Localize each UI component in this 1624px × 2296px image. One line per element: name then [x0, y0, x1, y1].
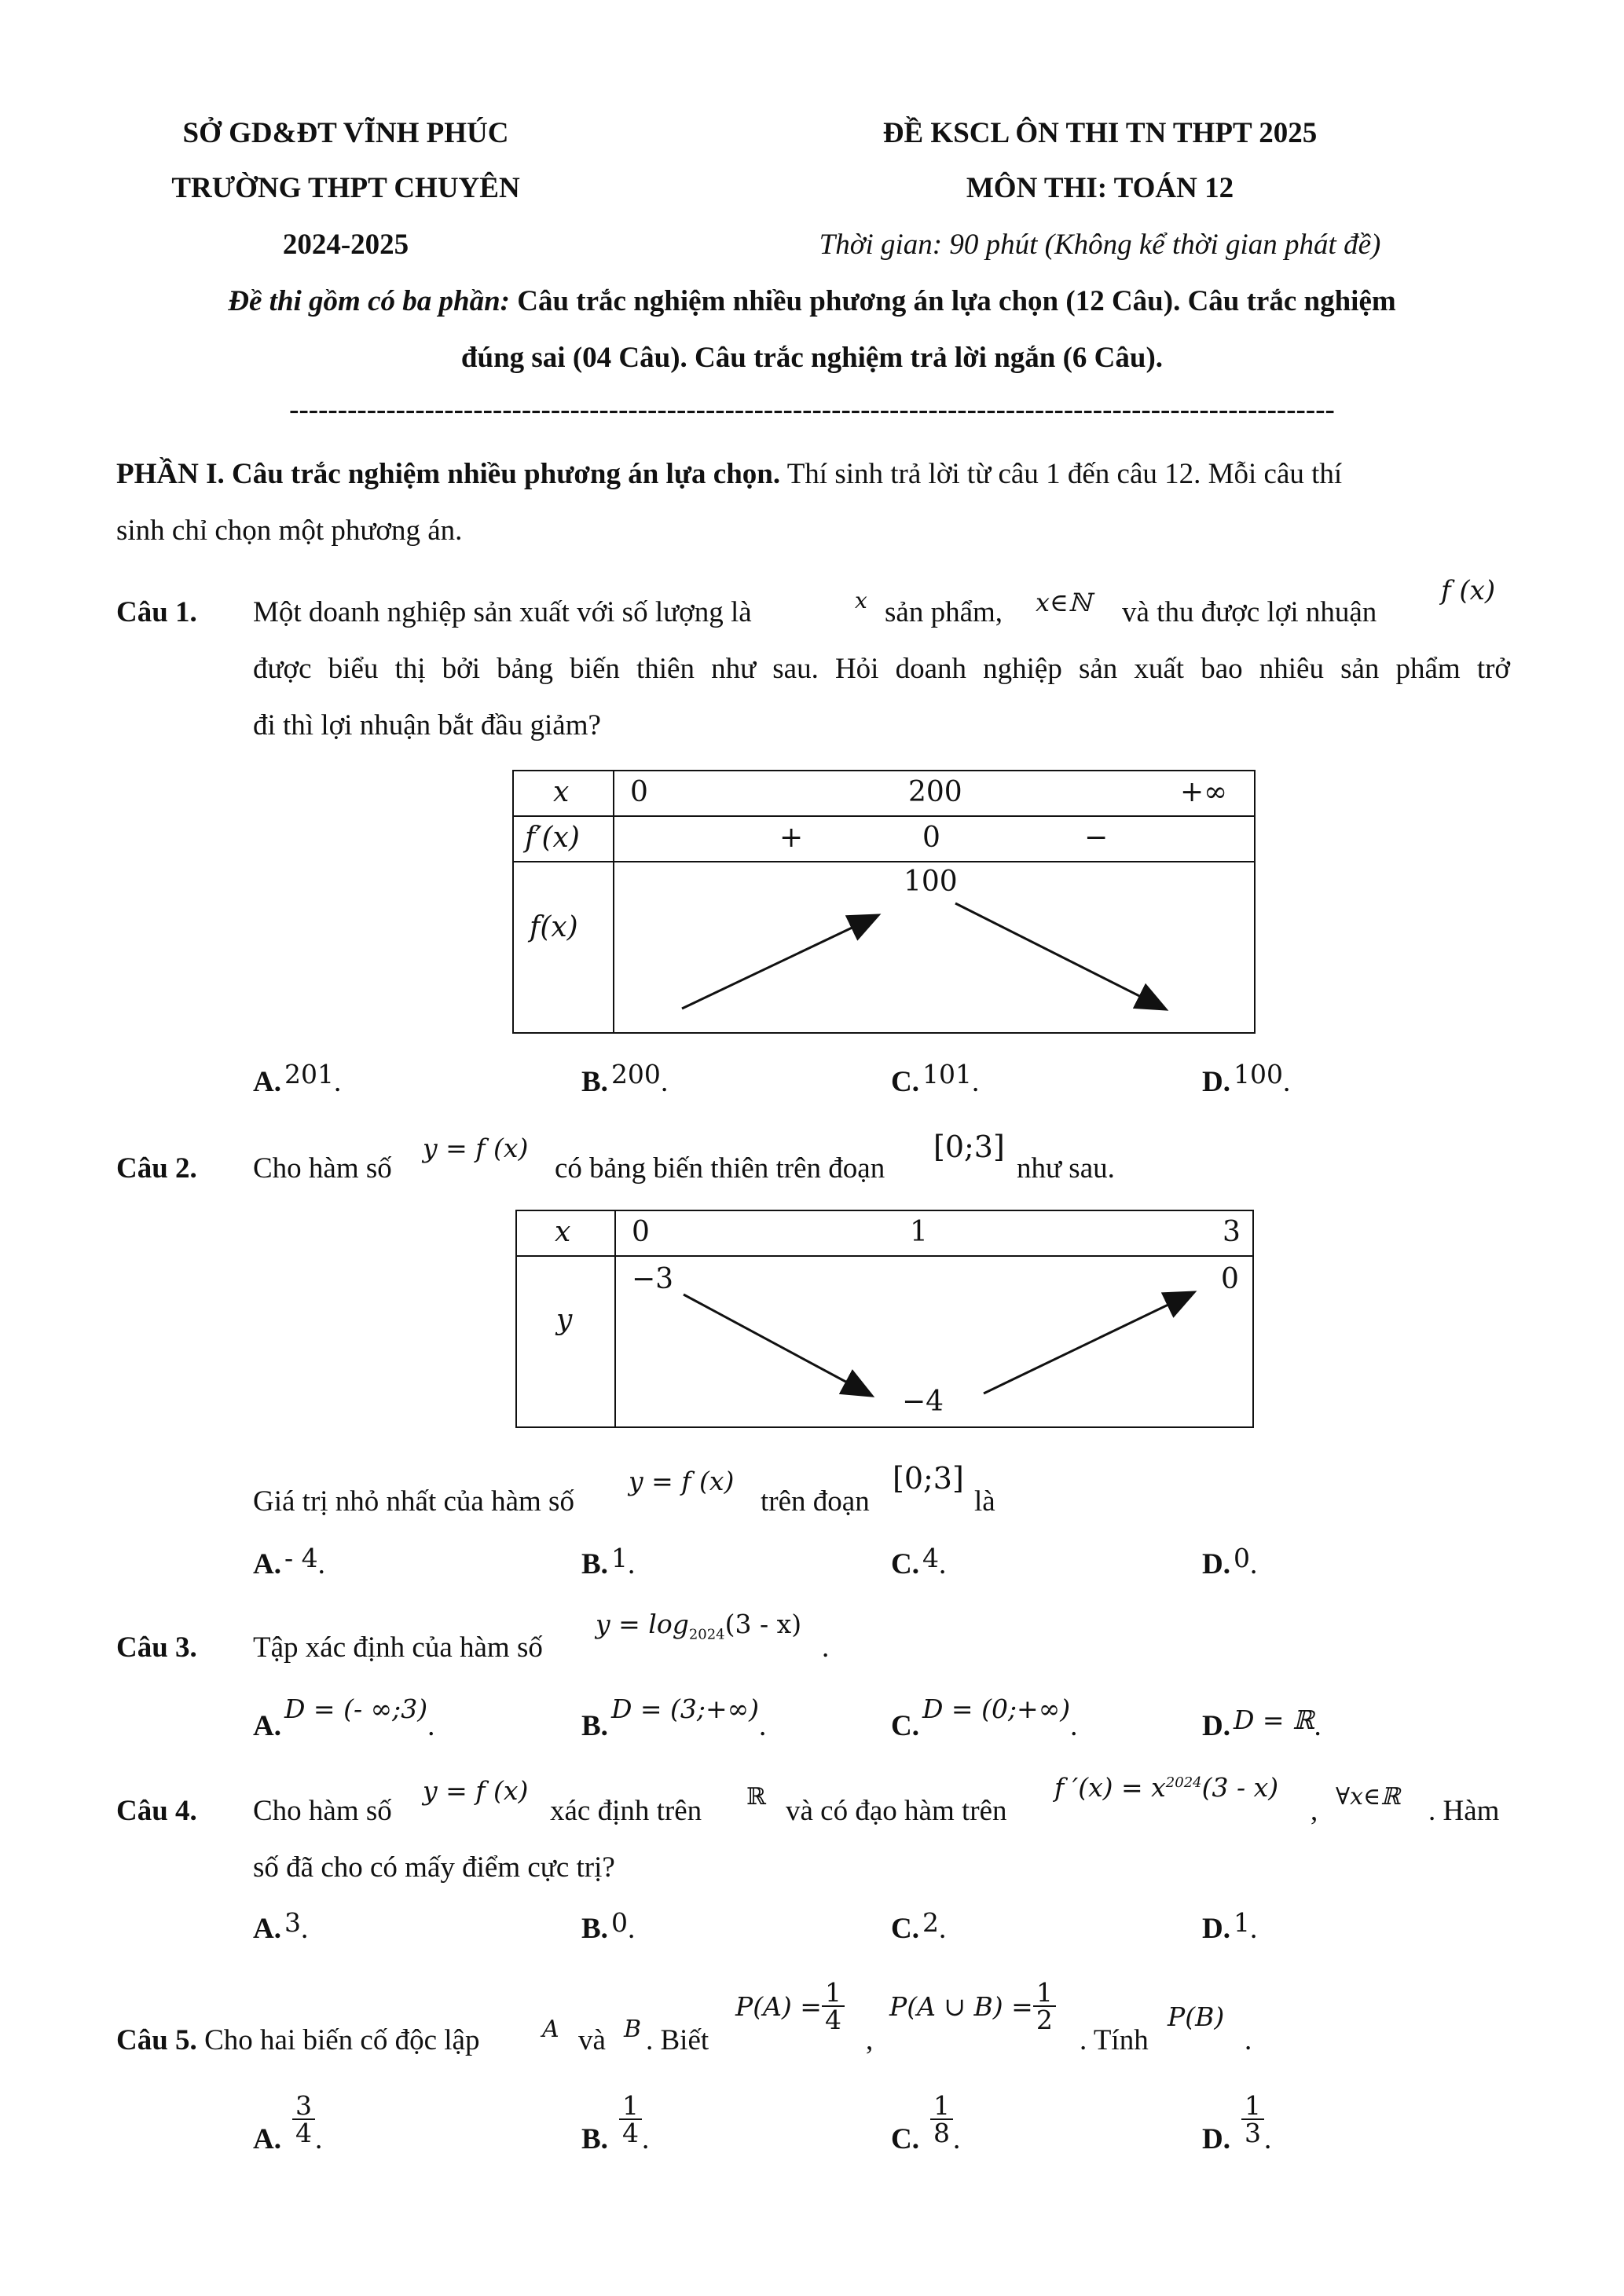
part1-title: [116, 457, 1342, 491]
q5-option-a-den: 4: [295, 2117, 312, 2148]
q2-table-y-end: 0: [1221, 1263, 1239, 1295]
q4-option-a-letter: A.: [253, 1913, 281, 1945]
q1-math-x: x: [855, 588, 867, 613]
q1-option-c-value: 101: [922, 1059, 972, 1089]
exam-intro-italic: Đề thi gồm có ba phần:: [228, 285, 510, 317]
q2-text-a: Cho hàm số: [253, 1152, 392, 1185]
q4-option-c[interactable]: C. 2.: [891, 1907, 947, 1945]
q1-arrow-up: [682, 916, 877, 1009]
q4-text-a: Cho hàm số: [253, 1795, 392, 1827]
q2-sub-math-y: y = f (x): [629, 1466, 735, 1496]
exam-intro-line1: [0, 284, 1624, 318]
part1-title-rest: Thí sinh trả lời từ câu 1 đến câu 12. Mỗi câu thí: [780, 458, 1343, 490]
q2-variation-table: [515, 1210, 1254, 1428]
q2-table-x-label: x: [555, 1216, 571, 1248]
q4-option-c-value: 2: [922, 1907, 939, 1938]
q2-option-d[interactable]: D. 0.: [1202, 1543, 1258, 1580]
q4-option-b[interactable]: B. 0.: [581, 1907, 636, 1945]
q4-text-b: xác định trên: [550, 1795, 702, 1827]
dash-divider: ------------------------------------------------------------------------------------------------------------: [289, 394, 1335, 426]
q4-math-y: y = f (x): [423, 1775, 529, 1806]
q3-option-b-value: D = (3;+∞): [610, 1694, 760, 1724]
q5-text-and: và: [578, 2024, 606, 2056]
part1-title-bold: PHẦN I. Câu trắc nghiệm nhiều phương án lựa chọn.: [116, 458, 781, 490]
q1-arrow-down: [955, 903, 1164, 1009]
q1-table-x-inf: +∞: [1180, 776, 1228, 808]
q5-option-b-num: 1: [619, 2093, 642, 2120]
q4-comma: ,: [1311, 1795, 1318, 1827]
q2-label: Câu 2.: [116, 1152, 197, 1185]
q3-label: Câu 3.: [116, 1631, 197, 1664]
q4-option-c-letter: C.: [891, 1913, 919, 1945]
q1-text-line3: đi thì lợi nhuận bắt đầu giảm?: [253, 709, 601, 742]
q2-text-c: như sau.: [1017, 1152, 1115, 1185]
q1-text-b: sản phẩm,: [885, 596, 1003, 628]
q1-text-line2: được biểu thị bởi bảng biến thiên như sau. Hỏi doanh nghiệp sản xuất bao nhiêu sản phẩm trở: [253, 653, 1510, 685]
q1-option-b[interactable]: B. 200.: [581, 1059, 669, 1098]
q4-option-d-value: 1: [1233, 1907, 1250, 1938]
q5-option-c-den: 8: [933, 2117, 950, 2148]
q1-option-b-letter: B.: [581, 1066, 608, 1098]
q5-option-b[interactable]: B. $\frac{1}{4}$ .: [581, 2089, 650, 2155]
q5-option-c-letter: C.: [891, 2123, 919, 2155]
q4-option-d-letter: D.: [1202, 1913, 1230, 1945]
q2-text-b: có bảng biến thiên trên đoạn: [555, 1152, 885, 1185]
q2-table-arrows: [517, 1211, 1252, 1426]
q1-option-b-value: 200: [610, 1059, 661, 1089]
q2-arrow-down: [684, 1294, 871, 1395]
q2-option-b-letter: B.: [581, 1548, 608, 1580]
q1-option-c-letter: C.: [891, 1066, 919, 1098]
q5-math-a: A: [542, 2016, 559, 2043]
exam-title: ĐỀ KSCL ÔN THI TN THPT 2025: [882, 117, 1318, 149]
q2-option-c-value: 4: [922, 1543, 939, 1573]
q2-table-y-label: y: [556, 1304, 573, 1336]
q4-math-derivative: [1054, 1772, 1278, 1803]
q3-option-b[interactable]: B. D = (3;+∞).: [581, 1694, 767, 1742]
q2-option-a-letter: A.: [253, 1548, 281, 1580]
q3-option-c-letter: C.: [891, 1710, 919, 1742]
school-department: SỞ GD&ĐT VĨNH PHÚC: [182, 117, 509, 149]
q2-option-c-letter: C.: [891, 1548, 919, 1580]
school-name: TRƯỜNG THPT CHUYÊN: [171, 172, 520, 204]
q5-prob-a-lhs: P(A) =: [735, 1990, 822, 2022]
exam-intro-text: Câu trắc nghiệm nhiều phương án lựa chọn (12 Câu). Câu trắc nghiệm: [509, 285, 1396, 317]
exam-duration: Thời gian: 90 phút (Không kể thời gian phát đề): [819, 229, 1381, 261]
q5-prob-a-frac: [822, 1979, 845, 2033]
q4-option-d[interactable]: D. 1.: [1202, 1907, 1258, 1945]
q2-option-b-value: 1: [610, 1543, 628, 1573]
q5-text-b: . Biết: [646, 2024, 709, 2056]
q3-option-a-value: D = (- ∞;3): [284, 1694, 428, 1724]
q3-period: .: [822, 1631, 830, 1664]
q3-option-b-letter: B.: [581, 1710, 608, 1742]
q2-sub-math-interval: [0;3]: [893, 1461, 964, 1496]
q1-table-x-label: x: [553, 776, 570, 808]
q2-sub-a: Giá trị nhỏ nhất của hàm số: [253, 1485, 574, 1518]
q5-option-b-frac: [619, 2089, 642, 2148]
q1-variation-table: [512, 770, 1256, 1034]
q4-option-b-value: 0: [610, 1907, 628, 1938]
q1-option-a[interactable]: A. 201.: [253, 1059, 342, 1098]
q1-option-d-letter: D.: [1202, 1066, 1230, 1098]
q5-prob-union-lhs: P(A ∪ B) =: [889, 1990, 1033, 2022]
q4-math-r: ℝ: [746, 1783, 766, 1811]
q3-math-sub: 2024: [688, 1626, 725, 1643]
q4-option-a-value: 3: [284, 1907, 301, 1938]
q2-sub-c: là: [974, 1485, 995, 1518]
q2-table-x-3: 3: [1223, 1216, 1241, 1248]
q1-table-f-label: f(x): [530, 911, 578, 943]
q4-math-d1: f ′(x) = x: [1054, 1772, 1166, 1803]
q2-math-y: y = f (x): [423, 1133, 529, 1163]
q3-math-pre: y = log: [596, 1609, 689, 1639]
exam-intro-line2: đúng sai (04 Câu). Câu trắc nghiệm trả lời ngắn (6 Câu).: [460, 342, 1164, 374]
part1-title-line2: sinh chỉ chọn một phương án.: [116, 514, 463, 547]
q5-option-a-num: 3: [292, 2093, 315, 2120]
q5-prob-union-num: 1: [1033, 1979, 1056, 2007]
q5-option-d-den: 3: [1244, 2117, 1261, 2148]
q5-prob-a: [735, 1979, 845, 2033]
school-year: 2024-2025: [282, 229, 409, 261]
q5-option-a[interactable]: A. $\frac{3}{4}$ .: [253, 2089, 323, 2155]
q2-option-a-value: - 4: [284, 1543, 318, 1573]
q5-math-pb: P(B): [1168, 2001, 1225, 2032]
q3-text-a: Tập xác định của hàm số: [253, 1631, 543, 1664]
q2-sub-b: trên đoạn: [761, 1485, 870, 1518]
q5-prob-union-frac: [1033, 1979, 1056, 2033]
q1-table-f-peak: 100: [904, 866, 958, 898]
q5-prob-union-den: 2: [1036, 2005, 1053, 2035]
q3-option-a[interactable]: A. D = (- ∞;3).: [253, 1694, 435, 1742]
q3-math-function: [596, 1609, 801, 1643]
q3-option-d-value: D = ℝ: [1233, 1705, 1314, 1735]
q5-option-c-num: 1: [930, 2093, 953, 2120]
q2-math-interval: [0;3]: [933, 1130, 1005, 1164]
q3-option-c-value: D = (0;+∞): [922, 1694, 1071, 1724]
q3-option-d[interactable]: D. D = ℝ.: [1202, 1705, 1322, 1742]
q1-table-x-0: 0: [630, 776, 648, 808]
q5-line: [116, 2023, 479, 2057]
q1-option-d[interactable]: D. 100.: [1202, 1059, 1291, 1098]
q5-prob-a-num: 1: [822, 1979, 845, 2007]
q5-period: .: [1245, 2024, 1252, 2056]
q1-table-x-200: 200: [908, 776, 962, 808]
q1-option-a-value: 201: [284, 1059, 334, 1089]
q4-math-d2: (3 - x): [1201, 1772, 1279, 1803]
q1-label: Câu 1.: [116, 596, 197, 628]
q4-text-c: và có đạo hàm trên: [786, 1795, 1007, 1827]
q5-option-d-letter: D.: [1202, 2123, 1230, 2155]
q5-comma: ,: [866, 2024, 874, 2056]
q2-table-x-1: 1: [910, 1216, 928, 1248]
q5-option-d[interactable]: D. $\frac{1}{3}$ .: [1202, 2089, 1272, 2155]
q1-math-xn: x∈ℕ: [1036, 588, 1091, 617]
q5-text-a: Cho hai biến cố độc lập: [204, 2024, 480, 2056]
q5-prob-union: [889, 1979, 1056, 2033]
q2-option-a[interactable]: A. - 4.: [253, 1543, 325, 1580]
q2-option-d-letter: D.: [1202, 1548, 1230, 1580]
q5-option-c[interactable]: C. $\frac{1}{8}$ .: [891, 2089, 961, 2155]
q1-option-c[interactable]: C. 101.: [891, 1059, 980, 1098]
q2-arrow-up: [984, 1293, 1193, 1393]
q5-option-d-num: 1: [1241, 2093, 1264, 2120]
q3-math-post: (3 - x): [724, 1609, 802, 1639]
q4-math-forall: ∀x∈ℝ: [1336, 1783, 1401, 1811]
q2-table-y-start: −3: [632, 1263, 674, 1295]
q4-math-sup: 2024: [1165, 1774, 1202, 1791]
q1-table-sign-minus: −: [1084, 822, 1109, 854]
q1-table-sign-plus: +: [779, 822, 804, 854]
q4-text-d: . Hàm: [1428, 1795, 1500, 1827]
q3-option-d-letter: D.: [1202, 1710, 1230, 1742]
q1-option-a-letter: A.: [253, 1066, 281, 1098]
q5-label: Câu 5.: [116, 2024, 197, 2056]
q2-option-d-value: 0: [1233, 1543, 1250, 1573]
q2-table-y-min: −4: [902, 1386, 944, 1418]
q5-option-b-letter: B.: [581, 2123, 608, 2155]
q5-option-a-letter: A.: [253, 2123, 281, 2155]
q5-prob-a-den: 4: [824, 2005, 841, 2035]
q1-table-arrows: [514, 771, 1254, 1032]
q5-option-a-frac: [292, 2089, 315, 2148]
q1-text-c: và thu được lợi nhuận: [1122, 596, 1377, 628]
q4-option-a[interactable]: A. 3.: [253, 1907, 309, 1945]
q2-option-c[interactable]: C. 4.: [891, 1543, 947, 1580]
q1-table-fprime-zero: 0: [922, 822, 940, 854]
q2-table-x-0: 0: [632, 1216, 650, 1248]
q5-option-d-frac: [1241, 2089, 1264, 2148]
q1-math-fx: f (x): [1441, 575, 1496, 606]
q4-text-line2: số đã cho có mấy điểm cực trị?: [253, 1851, 615, 1884]
q4-label: Câu 4.: [116, 1795, 197, 1827]
q1-table-fprime-label: f′(x): [525, 822, 580, 854]
q5-text-c: . Tính: [1080, 2024, 1149, 2056]
q5-math-b: B: [624, 2016, 642, 2043]
q4-option-b-letter: B.: [581, 1913, 608, 1945]
q1-text-a: Một doanh nghiệp sản xuất với số lượng là: [253, 596, 752, 628]
q5-option-c-frac: [930, 2089, 953, 2148]
q3-option-c[interactable]: C. D = (0;+∞).: [891, 1694, 1078, 1742]
q3-option-a-letter: A.: [253, 1710, 281, 1742]
q1-option-d-value: 100: [1233, 1059, 1283, 1089]
q2-option-b[interactable]: B. 1.: [581, 1543, 636, 1580]
q5-option-b-den: 4: [621, 2117, 639, 2148]
exam-subject: MÔN THI: TOÁN 12: [966, 172, 1234, 204]
